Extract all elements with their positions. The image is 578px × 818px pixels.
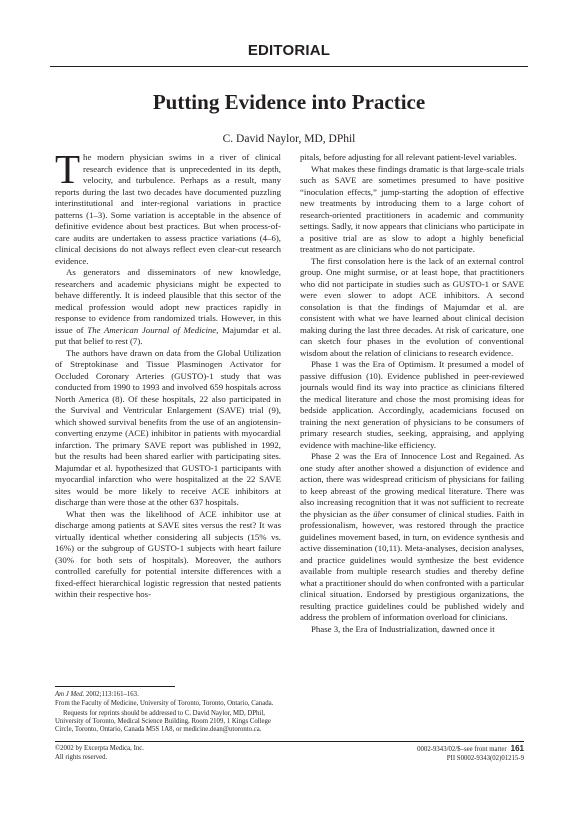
- issn: 0002-9343/02/$–see front matter: [417, 746, 507, 753]
- author-byline: C. David Naylor, MD, DPhil: [222, 133, 356, 145]
- footer-rule: [55, 741, 524, 742]
- citation: Am J Med. 2002;113:161–163.: [55, 691, 139, 698]
- journal-name: The American Journal of Medicine: [87, 324, 217, 335]
- paragraph: As generators and disseminators of new knowledge, researchers and academic physicians might be expected to behave differently. It is indeed plausible that this sector of the medical profession would adopt new practices rapidly in response to evidence from randomized trials. However, in this issue of The American Journal of Medicine, Majumdar et al. put that belief to rest (7).: [55, 267, 281, 346]
- reprint-request: Requests for reprints should be addressed to C. David Naylor, MD, DPhil, University of Toronto, Medical Science Building, Room 2109, 1 Kings College Circle, Toronto, Ontario, Canada M5S 1A8, or medicine.dean@utoronto.ca.: [55, 709, 271, 734]
- article-title: Putting Evidence into Practice: [152, 90, 426, 114]
- copyright: ©2002 by Excerpta Medica, Inc.: [55, 745, 144, 752]
- paragraph: pitals, before adjusting for all relevant patient-level variables.: [300, 152, 517, 162]
- rights: All rights reserved.: [55, 753, 108, 761]
- paragraph: Phase 1 was the Era of Optimism. It presumed a model of passive diffusion (10). Evidence published in peer-reviewed journals would find its way into practice as clinicians filtered the medical literature and chose the most promising ideas for bedside application. Accordingly, academicians focused on training the next generation of physicians to be consumers of primary research studies, seeking, appraising, and applying evidence with machine-like efficiency.: [300, 359, 524, 450]
- paragraph: What makes these findings dramatic is that large-scale trials such as SAVE are sometimes presumed to have positive “inoculation effects,” jump-starting the adoption of effective new treatments by introducing them to a large cohort of research-oriented practitioners in academic and community settings. Sadly, it now appears that clinicians who participate in a positive trial are as slow to adopt a highly beneficial treatment as are clinicians who do not participate.: [300, 163, 524, 254]
- pii: PII S0002-9343(02)01215-9: [446, 754, 524, 762]
- paragraph: Phase 2 was the Era of Innocence Lost and Regained. As one study after another showed a disjunction of evidence and action, there was widespread criticism of physicians for failing to keep abreast of the growing medical literature. There was also increasing recognition that it was not sufficient to recreate the physician as the über consumer of clinical studies. Faith in professionalism, however, was restored through the practice guidelines movement based, in turn, on evidence synthesis and active dissemination (10,11). Meta-analyses, decision analyses, and practice guidelines would synthesize the best evidence available from multiple research studies and thereby define what a practitioner should do when confronted with a particular clinical situation. Endorsed by prestigious organizations, the resulting practice guidelines could be published widely and address the problem of information overload for clinicians.: [300, 451, 524, 622]
- page-number: 161: [510, 744, 524, 753]
- section-label: EDITORIAL: [247, 42, 331, 59]
- right-column: [300, 152, 524, 772]
- paragraph: What then was the likelihood of ACE inhibitor use at discharge among patients at SAVE sites versus the rest? It was virtually identical whether considering all subjects (15% vs. 16%) or the subgroup of GUSTO-1 subjects with heart failure (30% for both sets of hospitals). Moreover, the authors controlled carefully for potential intersite differences with a fixed-effect hierarchical logistic regression that nested patients within their respective hos-: [55, 508, 281, 599]
- affiliation: From the Faculty of Medicine, University of Toronto, Toronto, Ontario, Canada.: [55, 700, 274, 708]
- footer-right: [417, 745, 524, 763]
- paragraph: The first consolation here is the lack of an external control group. One might surmise, or at least hope, that practitioners who did not participate in studies such as GUSTO-1 or SAVE were even slower to adopt ACE inhibitors. A second consolation is that the findings of Majumdar et al. are consistent with what we have learned about clinical decision making during the last three decades. At risk of caricature, one can sketch four phases in the evolution of conventional wisdom about the relation of clinicians to research evidence.: [300, 255, 524, 358]
- header-rule: [50, 66, 528, 67]
- footer-left: [55, 745, 144, 762]
- paragraph: The modern physician swims in a river of clinical research evidence that is unprecedented in its depth, velocity, and turbulence. Perhaps as a result, many reports during the last two decades have documented puzzling interinstitutional and inter-regional variations in practice patterns (1–3). Some variation is acceptable in the absence of definitive evidence about best practices. But when process-of-care audits are undertaken to assess practice variations (4–6), clinical decisions do not always reflect even clear-cut research evidence.: [55, 152, 281, 266]
- footnote-rule: [55, 686, 175, 687]
- emphasis: über: [373, 508, 390, 519]
- drop-cap: T: [55, 152, 81, 192]
- paragraph: The authors have drawn on data from the Global Utilization of Streptokinase and Tissue Plasminogen Activator for Occluded Coronary Arteries (GUSTO)-1 study that was conducted from 1990 to 1993 and involved 659 hospitals across North America (8). Of these hospitals, 22 also participated in the Survival and Ventricular Enlargement (SAVE) trial (9), which showed survival benefits from the use of an angiotensin-converting enzyme (ACE) inhibitor in patients with myocardial infarction. The primary SAVE report was published in 1992, but the results had been shared earlier with participating sites. Majumdar et al. hypothesized that GUSTO-1 participants with myocardial infarction who were hospitalized at the 22 SAVE sites would be more likely to receive ACE inhibitors at discharge than were those at the other 637 hospitals.: [55, 347, 281, 507]
- paragraph: Phase 3, the Era of Industrialization, dawned once it: [311, 623, 495, 634]
- footnotes: [55, 691, 281, 735]
